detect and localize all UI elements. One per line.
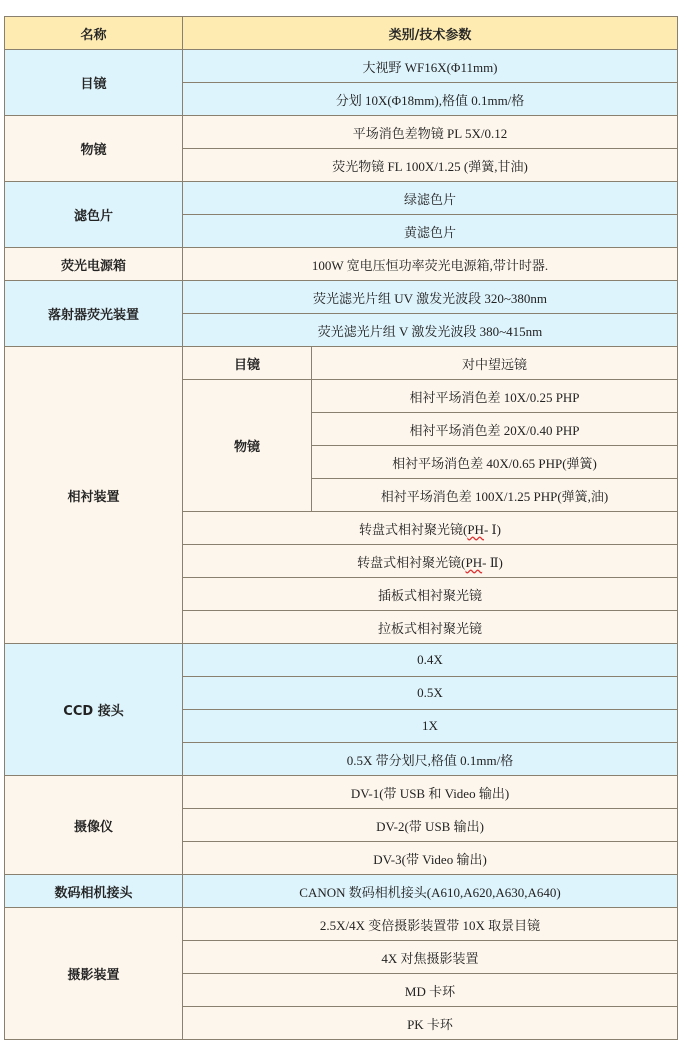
param-cell: 平场消色差物镜 PL 5X/0.12: [183, 116, 678, 149]
sub-name-eyepiece: 目镜: [183, 347, 312, 380]
condenser-suffix: - Ⅱ): [482, 554, 503, 570]
section-name-epi-fluor: 落射器荧光装置: [5, 281, 183, 347]
table-row: [5, 50, 678, 83]
param-cell: [183, 545, 678, 578]
spellcheck-underline: PH: [467, 521, 484, 537]
param-cell: 4X 对焦摄影装置: [183, 941, 678, 974]
param-cell: 荧光滤光片组 V 激发光波段 380~415nm: [183, 314, 678, 347]
table-row: [5, 116, 678, 149]
section-name-digital-adapter: 数码相机接头: [5, 875, 183, 908]
header-name: 名称: [5, 17, 183, 50]
param-cell: CANON 数码相机接头(A610,A620,A630,A640): [183, 875, 678, 908]
section-name-ccd: CCD 接头: [5, 644, 183, 776]
param-cell: MD 卡环: [183, 974, 678, 1007]
spellcheck-underline: PH: [465, 554, 483, 570]
table-row: [5, 182, 678, 215]
param-cell: DV-1(带 USB 和 Video 输出): [183, 776, 678, 809]
param-cell: 黄滤色片: [183, 215, 678, 248]
param-cell: 对中望远镜: [312, 347, 678, 380]
param-cell: 相衬平场消色差 20X/0.40 PHP: [312, 413, 678, 446]
spec-table: [4, 16, 678, 1040]
param-cell: DV-3(带 Video 输出): [183, 842, 678, 875]
condenser-text: 转盘式相衬聚光镜(: [357, 554, 466, 570]
param-cell: 1X: [183, 710, 678, 743]
section-name-photo: 摄影装置: [5, 908, 183, 1040]
param-cell: DV-2(带 USB 输出): [183, 809, 678, 842]
param-cell: 相衬平场消色差 40X/0.65 PHP(弹簧): [312, 446, 678, 479]
param-cell: 绿滤色片: [183, 182, 678, 215]
param-cell: 荧光滤光片组 UV 激发光波段 320~380nm: [183, 281, 678, 314]
table-row: [5, 776, 678, 809]
section-name-phase: 相衬装置: [5, 347, 183, 644]
param-cell: PK 卡环: [183, 1007, 678, 1040]
table-row: [5, 248, 678, 281]
param-cell: 2.5X/4X 变倍摄影装置带 10X 取景目镜: [183, 908, 678, 941]
param-cell: 大视野 WF16X(Φ11mm): [183, 50, 678, 83]
section-name-eyepiece: 目镜: [5, 50, 183, 116]
param-cell: 100W 宽电压恒功率荧光电源箱,带计时器.: [183, 248, 678, 281]
header-row: [5, 17, 678, 50]
table-row: [5, 347, 678, 380]
param-cell: 插板式相衬聚光镜: [183, 578, 678, 611]
param-cell: 相衬平场消色差 10X/0.25 PHP: [312, 380, 678, 413]
section-name-filter: 滤色片: [5, 182, 183, 248]
table-row: [5, 908, 678, 941]
param-cell: 0.5X 带分划尺,格值 0.1mm/格: [183, 743, 678, 776]
condenser-suffix: - Ⅰ): [483, 521, 501, 537]
section-name-power-box: 荧光电源箱: [5, 248, 183, 281]
param-cell: 0.5X: [183, 677, 678, 710]
param-cell: 分划 10X(Φ18mm),格值 0.1mm/格: [183, 83, 678, 116]
param-cell: 0.4X: [183, 644, 678, 677]
table-row: [5, 281, 678, 314]
param-cell: 荧光物镜 FL 100X/1.25 (弹簧,甘油): [183, 149, 678, 182]
table-row: [5, 875, 678, 908]
condenser-text: 转盘式相衬聚光镜(: [358, 521, 468, 537]
param-cell: 拉板式相衬聚光镜: [183, 611, 678, 644]
section-name-objective: 物镜: [5, 116, 183, 182]
table-row: [5, 644, 678, 677]
param-cell: 相衬平场消色差 100X/1.25 PHP(弹簧,油): [312, 479, 678, 512]
sub-name-objective: 物镜: [183, 380, 312, 512]
param-cell: [183, 512, 678, 545]
header-params: 类别/技术参数: [183, 17, 678, 50]
section-name-camera: 摄像仪: [5, 776, 183, 875]
